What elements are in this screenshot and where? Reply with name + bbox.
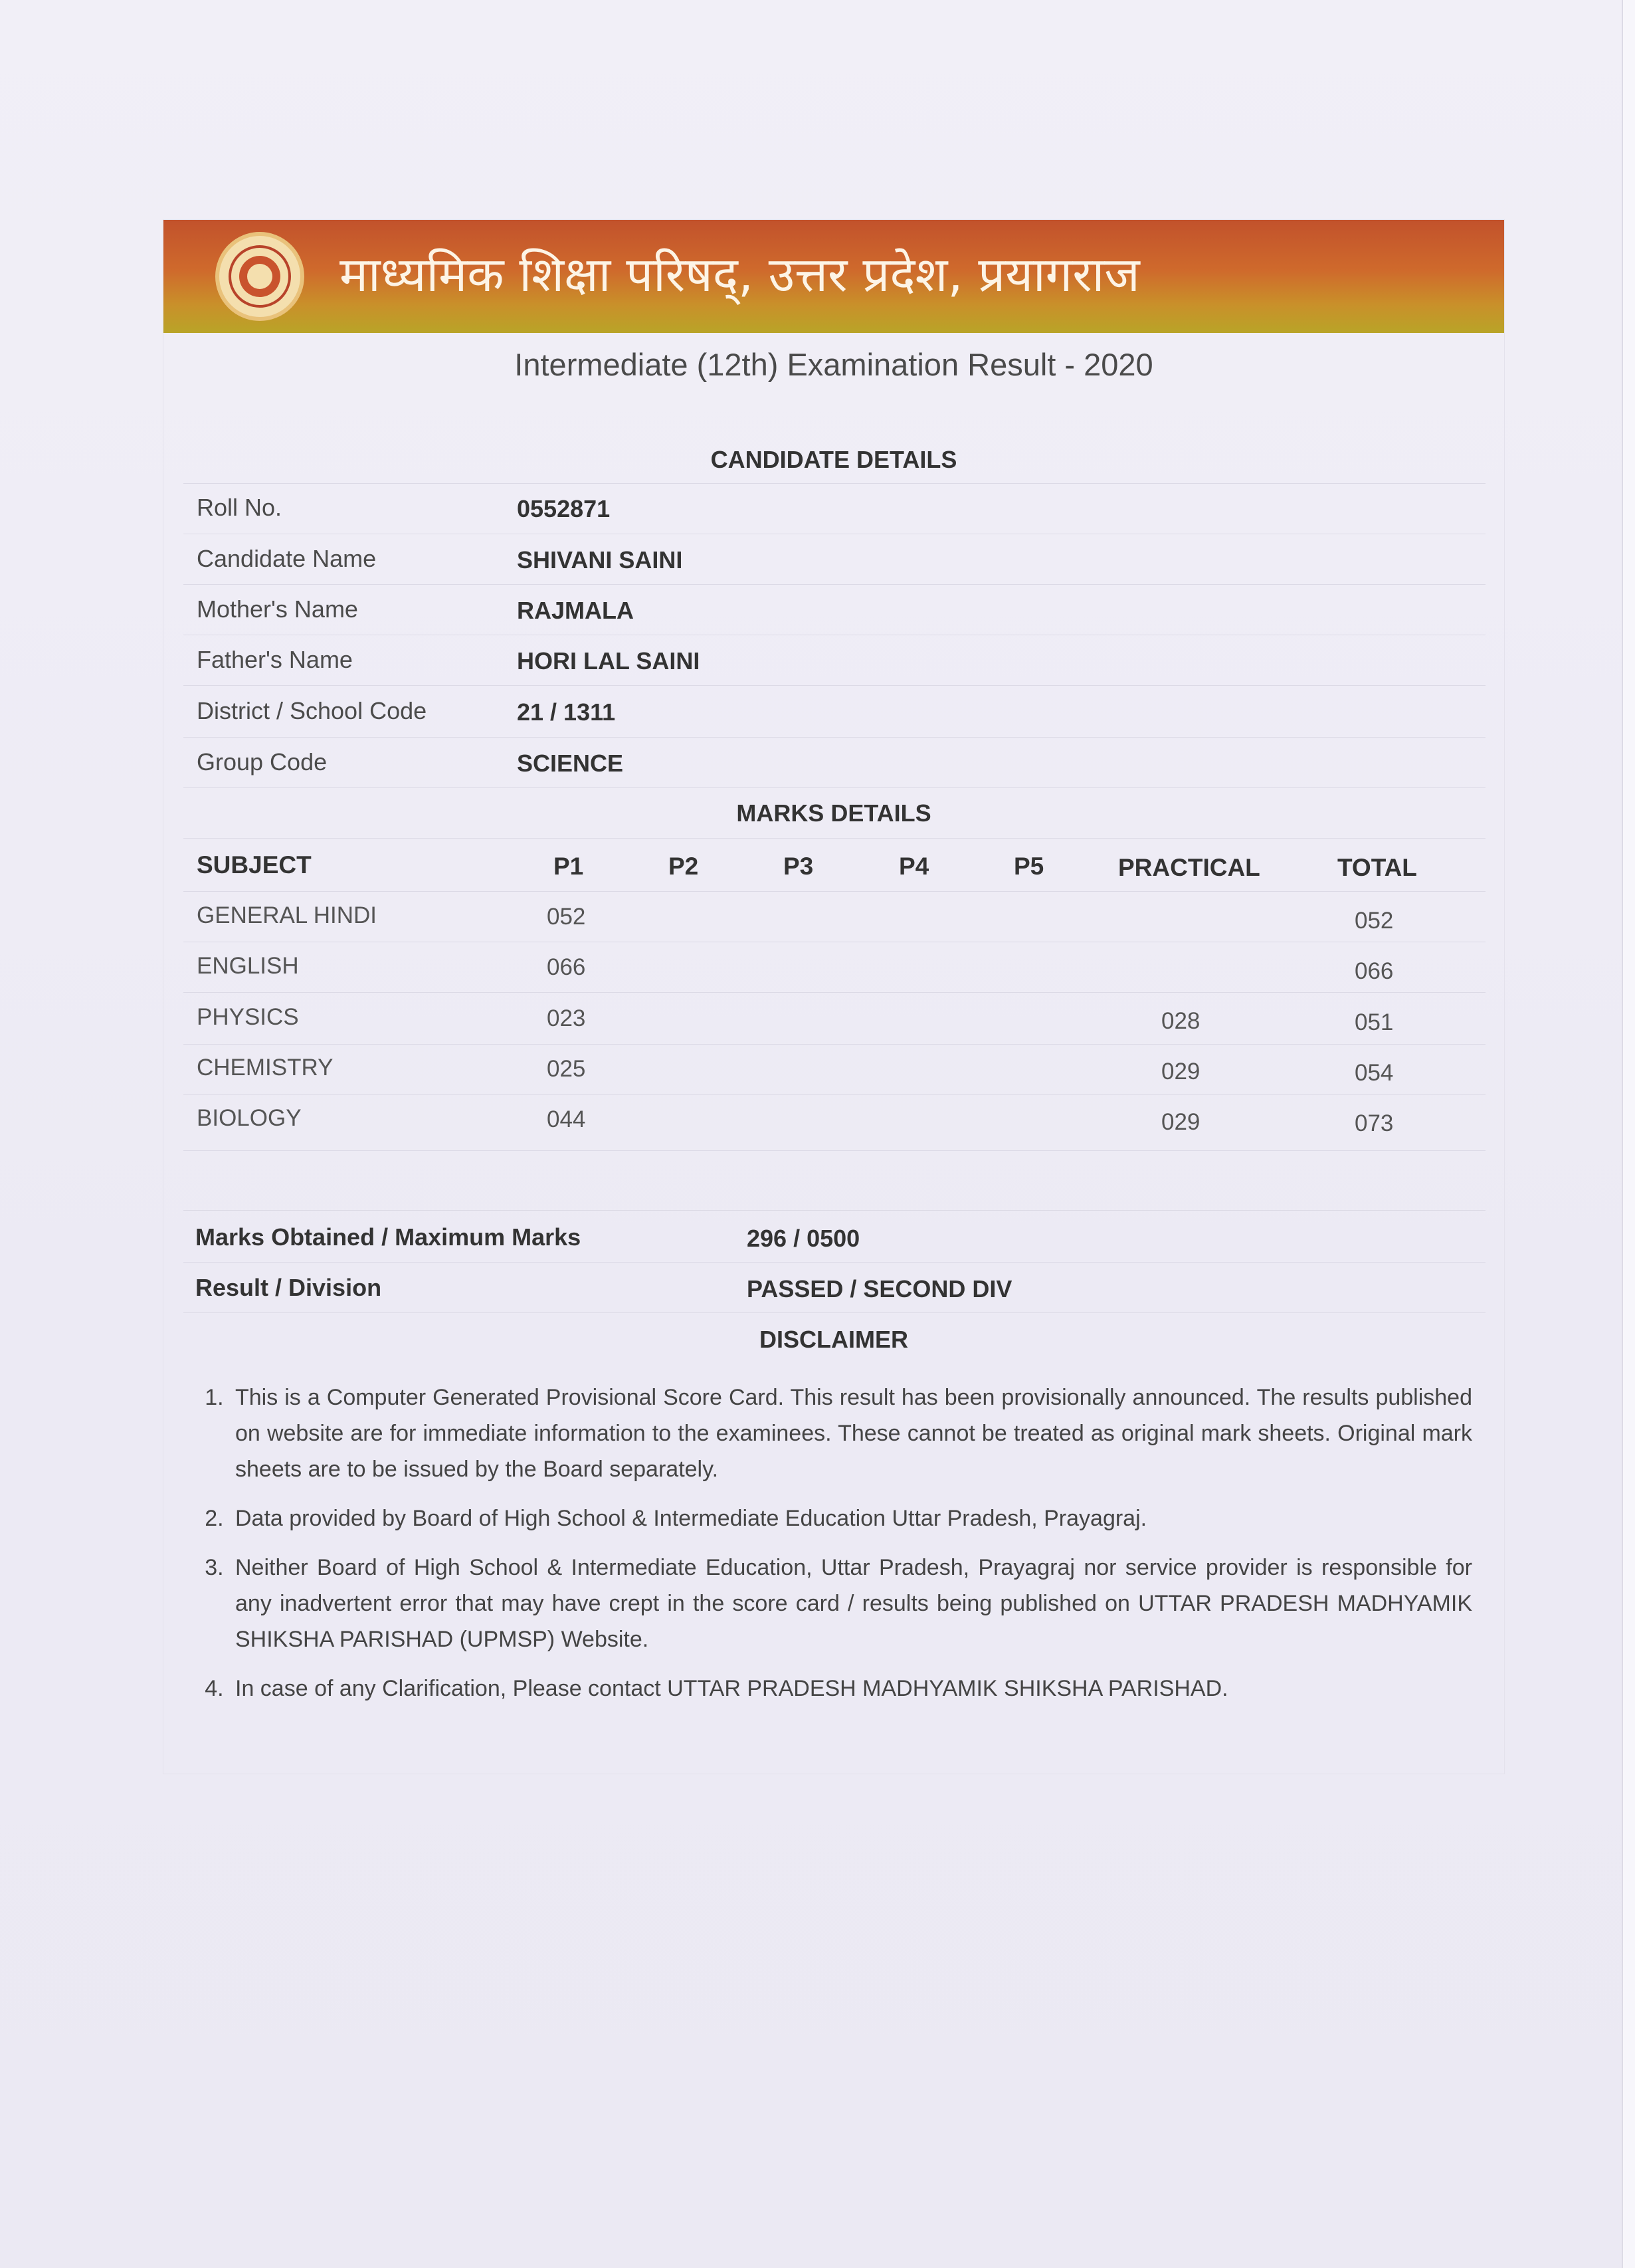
- subject-cell: ENGLISH: [197, 953, 299, 979]
- divider: [183, 787, 1486, 788]
- fathers-name-label: Father's Name: [197, 646, 353, 673]
- disclaimer-item: 2. Data provided by Board of High School & Intermediate Education Uttar Pradesh, Prayagraj.: [230, 1500, 1472, 1536]
- divider: [183, 1312, 1486, 1313]
- marks-obtained-value: 296 / 0500: [747, 1225, 860, 1252]
- group-code-value: SCIENCE: [517, 750, 624, 777]
- mothers-name-value: RAJMALA: [517, 597, 634, 624]
- candidate-name-value: SHIVANI SAINI: [517, 546, 683, 573]
- subject-cell: PHYSICS: [197, 1004, 299, 1030]
- total-cell: 066: [1355, 958, 1394, 984]
- paper-edge: [1622, 0, 1635, 2268]
- col-p5-header: P5: [1014, 853, 1044, 880]
- total-cell: 073: [1355, 1110, 1394, 1136]
- disclaimer-item: 1. This is a Computer Generated Provisional Score Card. This result has been provisionally announced. The results published on website are for immediate information to the examinees. These cannot be treated as original mark sheets. Original mark sheets are to be issued by the Board separately.: [230, 1380, 1472, 1487]
- divider: [183, 1150, 1486, 1151]
- p1-cell: 023: [547, 1005, 586, 1031]
- col-p3-header: P3: [783, 853, 814, 880]
- upmsp-emblem-icon: [215, 232, 304, 321]
- divider: [183, 891, 1486, 892]
- divider: [183, 584, 1486, 585]
- disclaimer-heading: DISCLAIMER: [759, 1326, 908, 1353]
- divider: [183, 1094, 1486, 1095]
- disclaimer-item: 3. Neither Board of High School & Intermediate Education, Uttar Pradesh, Prayagraj nor service provider is responsible for any inadvertent error that may have crept in the score card / results being published on UTTAR PRADESH MADHYAMIK SHIKSHA PARISHAD (UPMSP) Website.: [230, 1550, 1472, 1657]
- divider: [183, 685, 1486, 686]
- district-school-code-label: District / School Code: [197, 697, 427, 724]
- p1-cell: 044: [547, 1106, 586, 1132]
- group-code-label: Group Code: [197, 748, 328, 775]
- header-banner: [163, 220, 1504, 333]
- mothers-name-label: Mother's Name: [197, 595, 358, 623]
- col-p2-header: P2: [668, 853, 699, 880]
- roll-no-value: 0552871: [517, 495, 611, 522]
- col-p1-header: P1: [553, 853, 584, 880]
- divider: [183, 737, 1486, 738]
- col-subject-header: SUBJECT: [197, 851, 312, 878]
- exam-title: Intermediate (12th) Examination Result - 2020: [514, 347, 1153, 382]
- col-p4-header: P4: [899, 853, 929, 880]
- divider: [183, 1262, 1486, 1263]
- divider: [183, 1044, 1486, 1045]
- divider: [183, 838, 1486, 839]
- disclaimer-list: [197, 1380, 1472, 1720]
- total-cell: 054: [1355, 1060, 1394, 1086]
- p1-cell: 025: [547, 1056, 586, 1082]
- fathers-name-value: HORI LAL SAINI: [517, 647, 700, 674]
- marks-obtained-label: Marks Obtained / Maximum Marks: [195, 1223, 581, 1251]
- practical-cell: 028: [1161, 1008, 1201, 1034]
- subject-cell: BIOLOGY: [197, 1105, 302, 1131]
- practical-cell: 029: [1161, 1109, 1201, 1135]
- subject-cell: CHEMISTRY: [197, 1055, 334, 1081]
- result-division-value: PASSED / SECOND DIV: [747, 1275, 1012, 1302]
- roll-no-label: Roll No.: [197, 494, 282, 521]
- candidate-name-label: Candidate Name: [197, 545, 377, 572]
- p1-cell: 052: [547, 904, 586, 930]
- disclaimer-item: 4. In case of any Clarification, Please contact UTTAR PRADESH MADHYAMIK SHIKSHA PARISHAD.: [230, 1671, 1472, 1706]
- total-cell: 052: [1355, 908, 1394, 934]
- practical-cell: 029: [1161, 1059, 1201, 1084]
- col-total-header: TOTAL: [1337, 854, 1417, 881]
- candidate-details-heading: CANDIDATE DETAILS: [710, 446, 957, 473]
- col-practical-header: PRACTICAL: [1118, 854, 1260, 881]
- marks-details-heading: MARKS DETAILS: [736, 799, 931, 827]
- total-cell: 051: [1355, 1009, 1394, 1035]
- divider: [183, 483, 1486, 484]
- divider: [183, 1210, 1486, 1211]
- result-card: [163, 219, 1505, 1774]
- divider: [183, 992, 1486, 993]
- subject-cell: GENERAL HINDI: [197, 902, 377, 928]
- district-school-code-value: 21 / 1311: [517, 698, 616, 726]
- board-title: माध्यमिक शिक्षा परिषद्, उत्तर प्रदेश, प्रयागराज: [339, 247, 1140, 302]
- result-division-label: Result / Division: [195, 1274, 382, 1301]
- p1-cell: 066: [547, 954, 586, 980]
